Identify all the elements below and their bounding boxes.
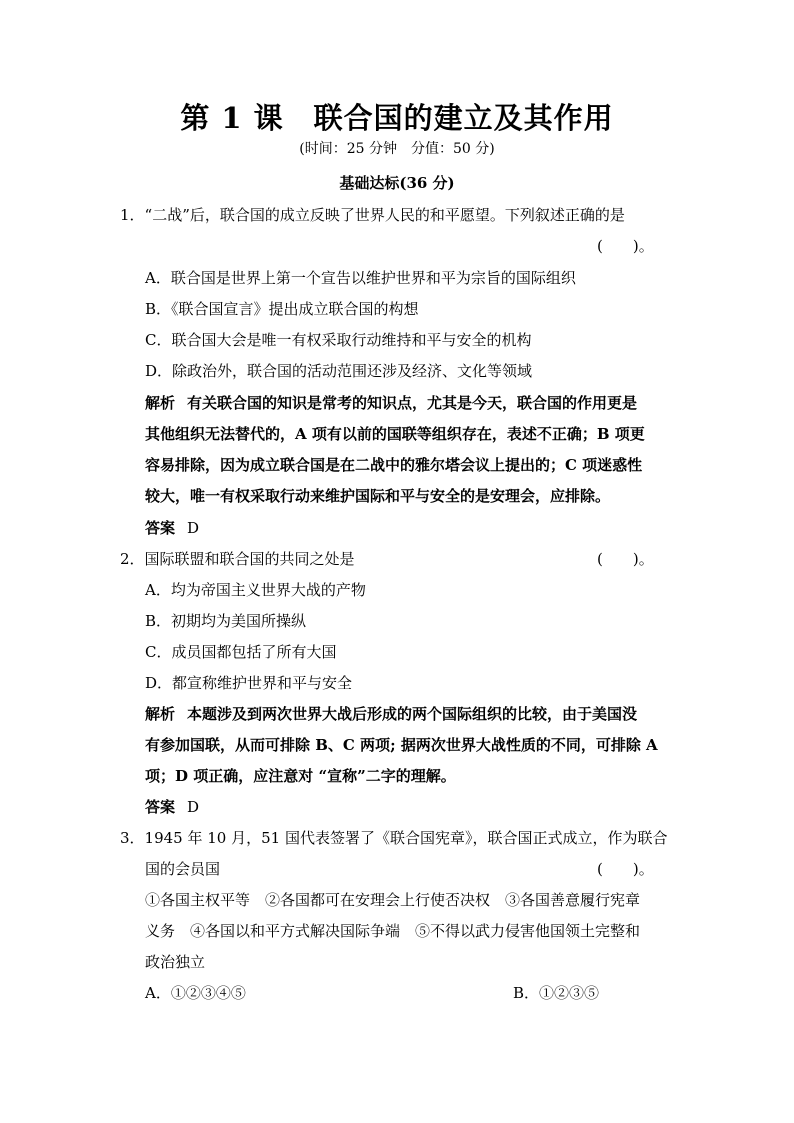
option-a: A．均为帝国主义世界大战的产物 bbox=[145, 581, 366, 599]
statement-line: 政治独立 bbox=[145, 953, 206, 971]
option-b: B．初期均为美国所操纵 bbox=[145, 612, 307, 630]
answer-label: 答案 bbox=[145, 519, 176, 537]
analysis-line bbox=[145, 704, 637, 724]
option-a: A．联合国是世界上第一个宣告以维护世界和平为宗旨的国际组织 bbox=[145, 269, 576, 287]
analysis-line: 容易排除，因为成立联合国是在二战中的雅尔塔会议上提出的；C 项迷惑性 bbox=[145, 456, 643, 474]
option-a: A．①②③④⑤ bbox=[145, 984, 246, 1002]
answer-paren: ( )。 bbox=[597, 237, 654, 255]
option-b: B．①②③⑤ bbox=[513, 984, 600, 1002]
analysis-line bbox=[145, 393, 637, 413]
answer-line bbox=[145, 797, 199, 817]
analysis-text: 本题涉及到两次世界大战后形成的两个国际组织的比较，由于美国没 bbox=[187, 705, 638, 723]
analysis-text: 有关联合国的知识是常考的知识点，尤其是今天，联合国的作用更是 bbox=[187, 394, 638, 412]
option-b: B．《联合国宣言》提出成立联合国的构想 bbox=[145, 300, 419, 318]
question-2-stem bbox=[120, 549, 355, 569]
answer-line bbox=[145, 518, 199, 538]
question-number: 1． bbox=[120, 206, 145, 224]
answer-value: D bbox=[187, 798, 200, 816]
answer-paren: ( )。 bbox=[597, 860, 654, 878]
section-heading: 基础达标(36 分) bbox=[339, 174, 455, 192]
analysis-line: 有参加国联，从而可排除 B、C 两项; 据两次世界大战性质的不同，可排除 A bbox=[145, 736, 658, 754]
question-stem-text: 1945 年 10 月，51 国代表签署了《联合国宪章》，联合国正式成立，作为联合 bbox=[144, 829, 668, 847]
question-number: 3． bbox=[120, 829, 145, 847]
option-c: C．成员国都包括了所有大国 bbox=[145, 643, 337, 661]
option-d: D．都宣称维护世界和平与安全 bbox=[145, 674, 353, 692]
page-title: 第 1 课 联合国的建立及其作用 bbox=[180, 101, 614, 135]
question-3-stem bbox=[120, 828, 667, 848]
analysis-line: 项；D 项正确，应注意对 “宣称”二字的理解。 bbox=[145, 767, 456, 785]
option-c: C．联合国大会是唯一有权采取行动维持和平与安全的机构 bbox=[145, 331, 532, 349]
option-d: D．除政治外，联合国的活动范围还涉及经济、文化等领域 bbox=[145, 362, 533, 380]
answer-paren: ( )。 bbox=[597, 550, 654, 568]
question-stem-text: 国际联盟和联合国的共同之处是 bbox=[144, 550, 355, 568]
answer-value: D bbox=[187, 519, 200, 537]
options-row bbox=[145, 983, 665, 1003]
analysis-label: 解析 bbox=[145, 705, 176, 723]
question-stem-text: “二战”后，联合国的成立反映了世界人民的和平愿望。下列叙述正确的是 bbox=[144, 206, 625, 224]
answer-label: 答案 bbox=[145, 798, 176, 816]
page-subtitle: (时间：25 分钟 分值：50 分) bbox=[299, 141, 495, 157]
analysis-line: 较大，唯一有权采取行动来维护国际和平与安全的是安理会，应排除。 bbox=[145, 487, 611, 505]
analysis-label: 解析 bbox=[145, 394, 176, 412]
question-number: 2． bbox=[120, 550, 145, 568]
question-stem-continuation: 国的会员国 bbox=[145, 860, 221, 878]
statement-line: ①各国主权平等 ②各国都可在安理会上行使否决权 ③各国善意履行宪章 bbox=[145, 891, 641, 909]
question-1-stem bbox=[120, 205, 625, 225]
statement-line: 义务 ④各国以和平方式解决国际争端 ⑤不得以武力侵害他国领土完整和 bbox=[145, 922, 641, 940]
analysis-line: 其他组织无法替代的，A 项有以前的国联等组织存在，表述不正确；B 项更 bbox=[145, 425, 645, 443]
